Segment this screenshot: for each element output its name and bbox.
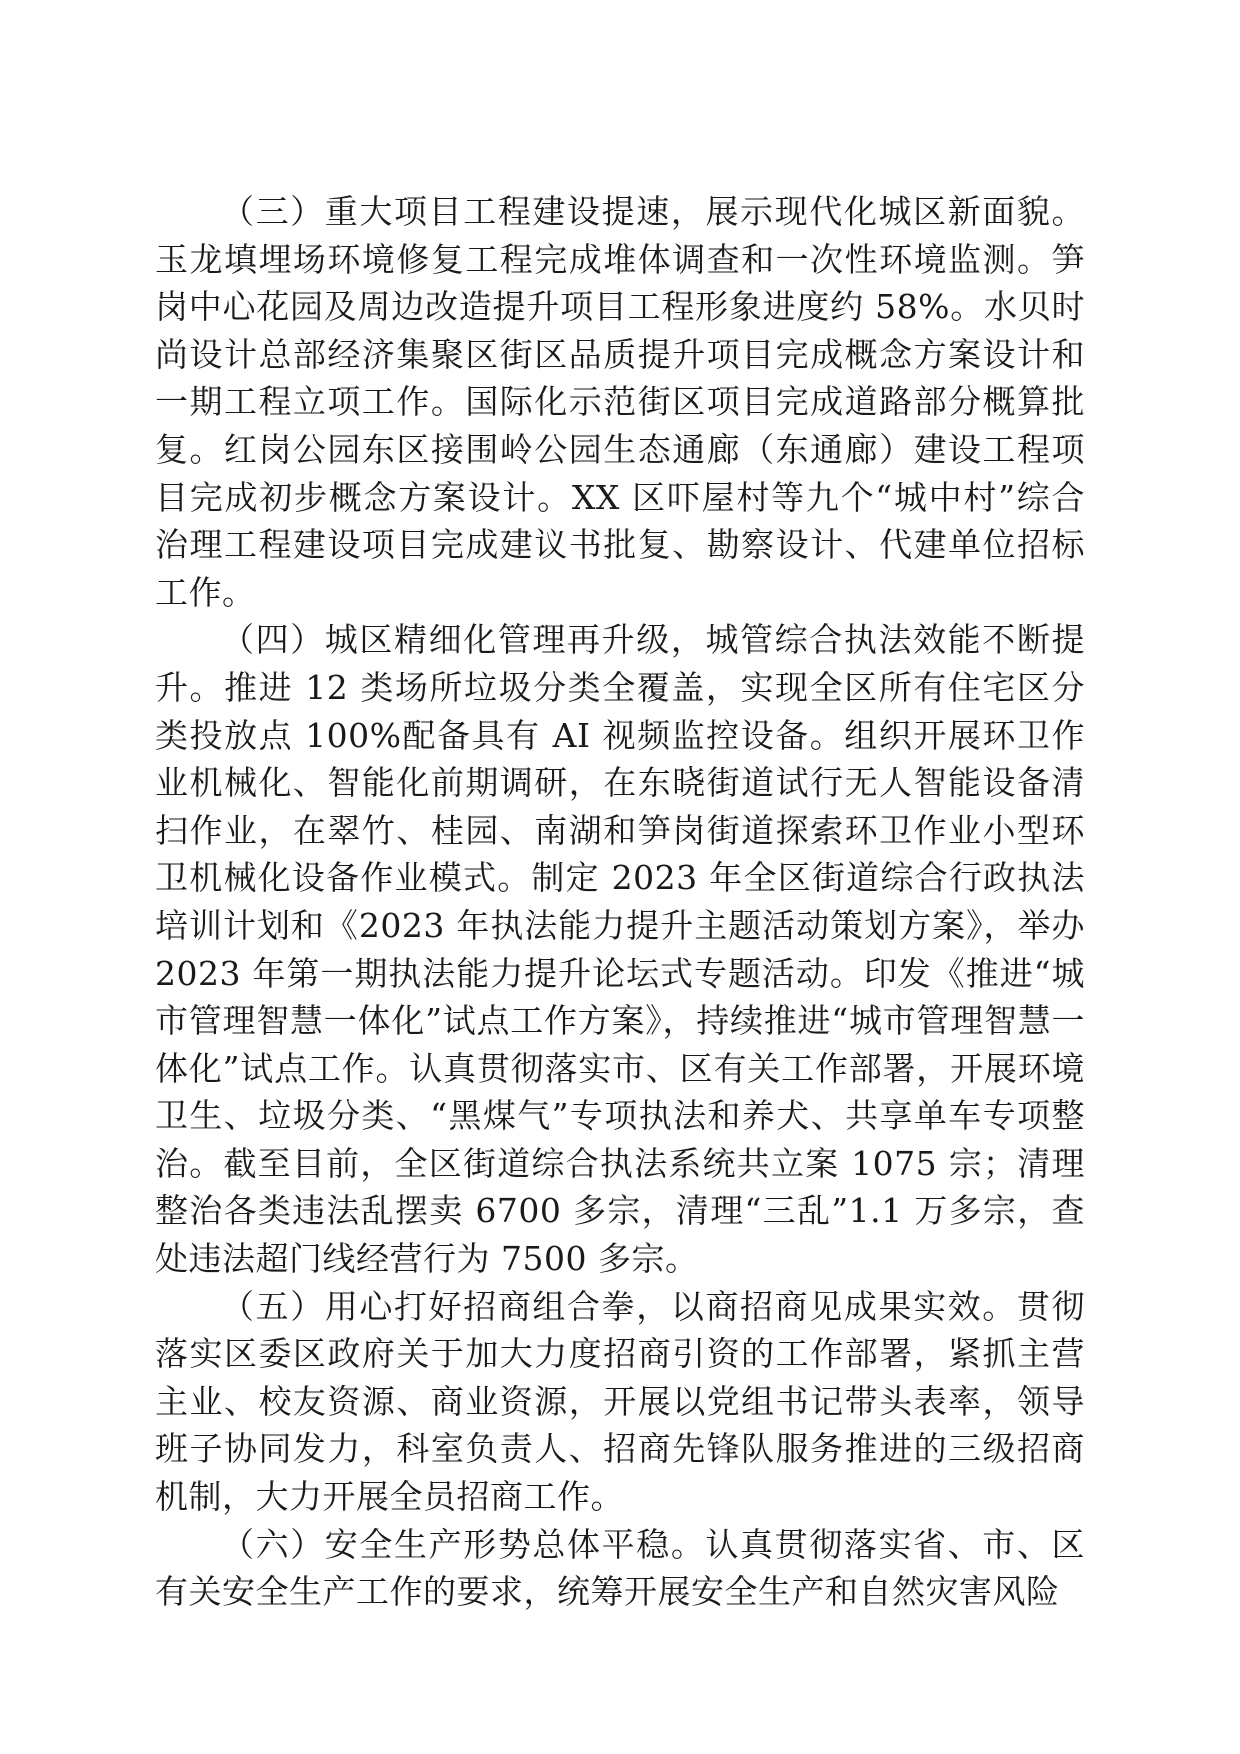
paragraph-section-6: （六）安全生产形势总体平稳。认真贯彻落实省、市、区有关安全生产工作的要求，统筹开展安全生产和自然灾害风险	[155, 1524, 1085, 1612]
paragraph-section-4: （四）城区精细化管理再升级，城管综合执法效能不断提升。推进 12 类场所垃圾分类全覆盖，实现全区所有住宅区分类投放点 100%配备具有 AI 视频监控设备。组织开展环卫作业机械化、智能化前期调研，在东晓街道试行无人智能设备清扫作业，在翠竹、桂园、南湖和笋岗街道探索环卫作业小型环卫机械化设备作业模式。制定 2023 年全区街道综合行政执法培训计划和《2023 年执法能力提升主题活动策划方案》，举办 2023 年第一期执法能力提升论坛式专题活动。印发《推进“城市管理智慧一体化”试点工作方案》，持续推进“城市管理智慧一体化”试点工作。认真贯彻落实市、区有关工作部署，开展环境卫生、垃圾分类、“黑煤气”专项执法和养犬、共享单车专项整治。截至目前，全区街道综合执法系统共立案 1075 宗；清理整治各类违法乱摆卖 6700 多宗，清理“三乱”1.1 万多宗，查处违法超门线经营行为 7500 多宗。	[155, 620, 1085, 1279]
paragraph-section-3: （三）重大项目工程建设提速，展示现代化城区新面貌。玉龙填埋场环境修复工程完成堆体调查和一次性环境监测。笋岗中心花园及周边改造提升项目工程形象进度约 58%。水贝时尚设计总部经济集聚区街区品质提升项目完成概念方案设计和一期工程立项工作。国际化示范街区项目完成道路部分概算批复。红岗公园东区接围岭公园生态通廊（东通廊）建设工程项目完成初步概念方案设计。XX 区吓屋村等九个“城中村”综合治理工程建设项目完成建议书批复、勘察设计、代建单位招标工作。	[155, 192, 1085, 612]
document-body	[155, 188, 1085, 1616]
paragraph-section-5: （五）用心打好招商组合拳，以商招商见成果实效。贯彻落实区委区政府关于加大力度招商引资的工作部署，紧抓主营主业、校友资源、商业资源，开展以党组书记带头表率，领导班子协同发力，科室负责人、招商先锋队服务推进的三级招商机制，大力开展全员招商工作。	[155, 1286, 1085, 1517]
